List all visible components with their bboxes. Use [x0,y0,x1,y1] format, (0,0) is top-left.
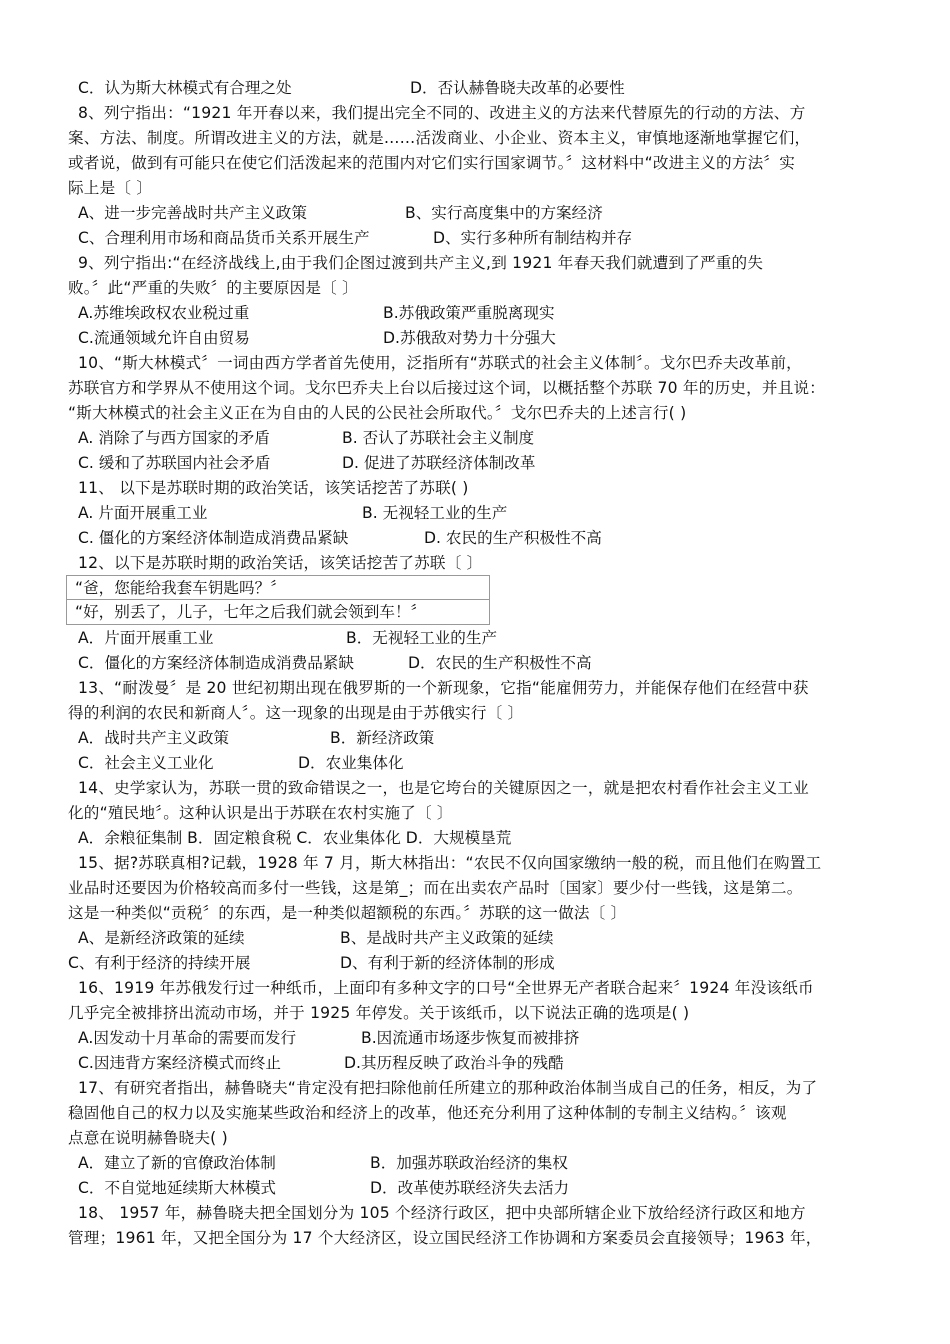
option-c: C．僵化的方案经济体制造成消费品紧缺 [78,654,354,672]
question-13-text: 得的利润的农民和新商人〞。这一现象的出现是由于苏俄实行〔 〕 [68,704,524,722]
question-17-text: 17、有研究者指出，赫鲁晓夫“肯定没有把扫除他前任所建立的那种政治体制当成自己的任务，相反，为了 [78,1079,818,1097]
question-11-text: 11、 以下是苏联时期的政治笑话，该笑话挖苦了苏联( ) [78,479,469,497]
option-c: C.因违背方案经济模式而终止 [78,1054,281,1072]
option-a: A. 消除了与西方国家的矛盾 [78,429,270,447]
option-d: D. 促进了苏联经济体制改革 [342,454,536,472]
option-d: D、有利于新的经济体制的形成 [340,954,555,972]
option-a: A．建立了新的官僚政治体制 [78,1154,276,1172]
joke-line: “爸，您能给我套车钥匙吗？〞 [75,579,286,597]
option-c: C.流通领域允许自由贸易 [78,329,250,347]
question-12-text: 12、以下是苏联时期的政治笑话，该笑话挖苦了苏联〔 〕 [78,554,483,572]
question-9-text: 9、列宁指出:“在经济战线上,由于我们企图过渡到共产主义,到 1921 年春天我们就遭到了严重的失 [78,254,764,272]
question-18-text: 18、 1957 年，赫鲁晓夫把全国划分为 105 个经济行政区，把中央部所辖企业下放给经济行政区和地方 [78,1204,806,1222]
question-8-text: 8、列宁指出：“1921 年开春以来，我们提出完全不同的、改进主义的方法来代替原先的行动的方法、方 [78,104,806,122]
option-b: B. 否认了苏联社会主义制度 [342,429,535,447]
question-14-text: 14、史学家认为，苏联一贯的致命错误之一，也是它垮台的关键原因之一，就是把农村看作社会主义工业 [78,779,809,797]
option-a: A.苏维埃政权农业税过重 [78,304,250,322]
question-15-text: 业品时还要因为价格较高而多付一些钱，这是第_；而在出卖农产品时〔国家〕要少付一些钱，这是第二。 [68,879,803,897]
option-d: D．农业集体化 [298,754,404,772]
option-b: B、是战时共产主义政策的延续 [340,929,554,947]
joke-line: “好，别丢了，儿子，七年之后我们就会领到车！〞 [75,603,427,621]
option-b: B．新经济政策 [330,729,435,747]
option-b: B.因流通市场逐步恢复而被排挤 [361,1029,580,1047]
question-13-text: 13、“耐泼曼〞是 20 世纪初期出现在俄罗斯的一个新现象，它指“能雇佣劳力，并能保存他们在经营中获 [78,679,809,697]
option-a: A. 片面开展重工业 [78,504,208,522]
option-d: D、实行多种所有制结构并存 [433,229,633,247]
option-b: B. 无视轻工业的生产 [362,504,508,522]
option-c: C、合理利用市场和商品货币关系开展生产 [78,229,370,247]
option-d: D．农民的生产积极性不高 [408,654,592,672]
joke-dialogue-box [66,575,490,625]
question-8-text: 案、方法、制度。所谓改进主义的方法，就是……活泼商业、小企业、资本主义，审慎地逐渐地掌握它们， [68,129,811,147]
option-d: D. 农民的生产积极性不高 [424,529,602,547]
question-17-text: 点意在说明赫鲁晓夫( ) [68,1129,228,1147]
option-d: D.其历程反映了政治斗争的残酷 [344,1054,564,1072]
question-10-text: 10、“斯大林模式〞一词由西方学者首先使用，泛指所有“苏联式的社会主义体制〞。戈尔巴乔夫改革前， [78,354,802,372]
option-b: B.苏俄政策严重脱离现实 [383,304,555,322]
question-14-text: 化的“殖民地〞。这种认识是出于苏联在农村实施了〔 〕 [68,804,453,822]
option-b: B、实行高度集中的方案经济 [405,204,603,222]
option-d: D.苏俄敌对势力十分强大 [383,329,556,347]
question-8-text: 际上是〔 〕 [68,179,153,197]
question-10-text: 苏联官方和学界从不使用这个词。戈尔巴乔夫上台以后接过这个词，以概括整个苏联 70 年的历史，并且说： [68,379,826,397]
question-9-text: 败。〞此“严重的失败〞的主要原因是〔 〕 [68,279,358,297]
question-17-text: 稳固他自己的权力以及实施某些政治和经济上的改革，他还充分利用了这种体制的专制主义结构。〞该观 [68,1104,787,1122]
option-c: C．认为斯大林模式有合理之处 [78,79,292,97]
question-10-text: “斯大林模式的社会主义正在为自由的人民的公民社会所取代。〞戈尔巴乔夫的上述言行( ) [68,404,687,422]
option-b: B．无视轻工业的生产 [346,629,498,647]
question-16-text: 16、1919 年苏俄发行过一种纸币，上面印有多种文字的口号“全世界无产者联合起来〞1924 年没该纸币 [78,979,814,997]
option-c: C．不自觉地延续斯大林模式 [78,1179,277,1197]
option-a: A．战时共产主义政策 [78,729,230,747]
option-d: D．否认赫鲁晓夫改革的必要性 [410,79,625,97]
option-a: A．片面开展重工业 [78,629,214,647]
option-c: C. 缓和了苏联国内社会矛盾 [78,454,271,472]
option-a: A、是新经济政策的延续 [78,929,245,947]
option-c: C、有利于经济的持续开展 [68,954,251,972]
question-15-text: 这是一种类似“贡税〞的东西，是一种类似超额税的东西。〞苏联的这一做法〔 〕 [68,904,627,922]
question-14-options: A．余粮征集制 B．固定粮食税 C．农业集体化 D．大规模垦荒 [78,829,512,847]
question-8-text: 或者说，做到有可能只在使它们活泼起来的范围内对它们实行国家调节。〞这材料中“改进主义的方法〞实 [68,154,795,172]
box-divider [67,599,489,600]
option-c: C. 僵化的方案经济体制造成消费品紧缺 [78,529,349,547]
option-a: A、进一步完善战时共产主义政策 [78,204,307,222]
option-b: B．加强苏联政治经济的集权 [370,1154,568,1172]
option-d: D．改革使苏联经济失去活力 [370,1179,570,1197]
option-a: A.因发动十月革命的需要而发行 [78,1029,297,1047]
question-18-text: 管理；1961 年，又把全国分为 17 个大经济区，设立国民经济工作协调和方案委员会直接领导；1963 年， [68,1229,822,1247]
question-15-text: 15、据?苏联真相?记载，1928 年 7 月，斯大林指出：“农民不仅向国家缴纳一般的税，而且他们在购置工 [78,854,822,872]
option-c: C．社会主义工业化 [78,754,214,772]
question-16-text: 几乎完全被排挤出流动市场，并于 1925 年停发。关于该纸币，以下说法正确的选项是( ) [68,1004,690,1022]
